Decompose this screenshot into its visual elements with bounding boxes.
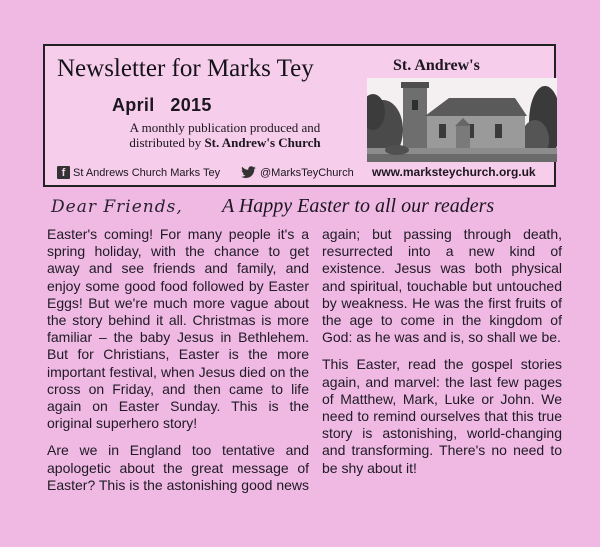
- article-column-right: [322, 226, 562, 487]
- facebook-link[interactable]: [57, 166, 220, 179]
- article-column-left: [47, 226, 309, 504]
- issue-date: April 2015: [112, 95, 212, 115]
- masthead-box: [43, 44, 556, 187]
- twitter-bird-icon: [240, 166, 257, 179]
- twitter-label: @MarksTeyChurch: [260, 166, 354, 179]
- left-paragraph-1: Easter's coming! For many people it's a spring holiday, with the chance to get away and see friends and family, and enjoy some good food followed by Easter Eggs! But we're much more vague about the story behind it all. Christmas is more familiar – the baby Jesus in Bethlehem. But for Christians, Easter is the more important festival, when Jesus died on the cross on Friday, and then came to life again on Easter Sunday. This is the original superhero story!: [47, 226, 309, 432]
- left-paragraph-2: Are we in England too tentative and apologetic about the great message of Easter? This is the astonishing good news: [47, 442, 310, 493]
- description-line-1: A monthly publication produced and: [129, 120, 321, 135]
- description-line-2: distributed by St. Andrew's Church: [129, 135, 321, 150]
- church-photo: [367, 78, 557, 162]
- publication-description: [100, 120, 350, 150]
- right-paragraph-2: This Easter, read the gospel stories again, and marvel: the last few pages of Matthew, Mark, Luke or John. We need to remind ourselves that this true story is astonishing, world-changing and transforming. There's no need to be shy about it!: [322, 356, 562, 476]
- website-link[interactable]: www.marksteychurch.org.uk: [372, 165, 536, 179]
- social-links-bar: [57, 166, 552, 182]
- description-church-name: St. Andrew's Church: [204, 135, 321, 150]
- greeting: Dear Friends,: [51, 197, 183, 217]
- newsletter-title: Newsletter for Marks Tey: [57, 55, 314, 82]
- church-name: St. Andrew's: [393, 57, 480, 74]
- facebook-label: St Andrews Church Marks Tey: [73, 166, 221, 179]
- twitter-link[interactable]: [240, 166, 354, 179]
- right-paragraph-1: again; but passing through death, resurrected into a new kind of existence. Jesus was both physical and spiritual, touchable but untouched by weakness. He was the first fruits of the age to come in the kingdom of God: as he was and is, so shall we be.: [322, 226, 562, 346]
- headline: A Happy Easter to all our readers: [222, 195, 495, 217]
- facebook-icon: f: [57, 166, 70, 179]
